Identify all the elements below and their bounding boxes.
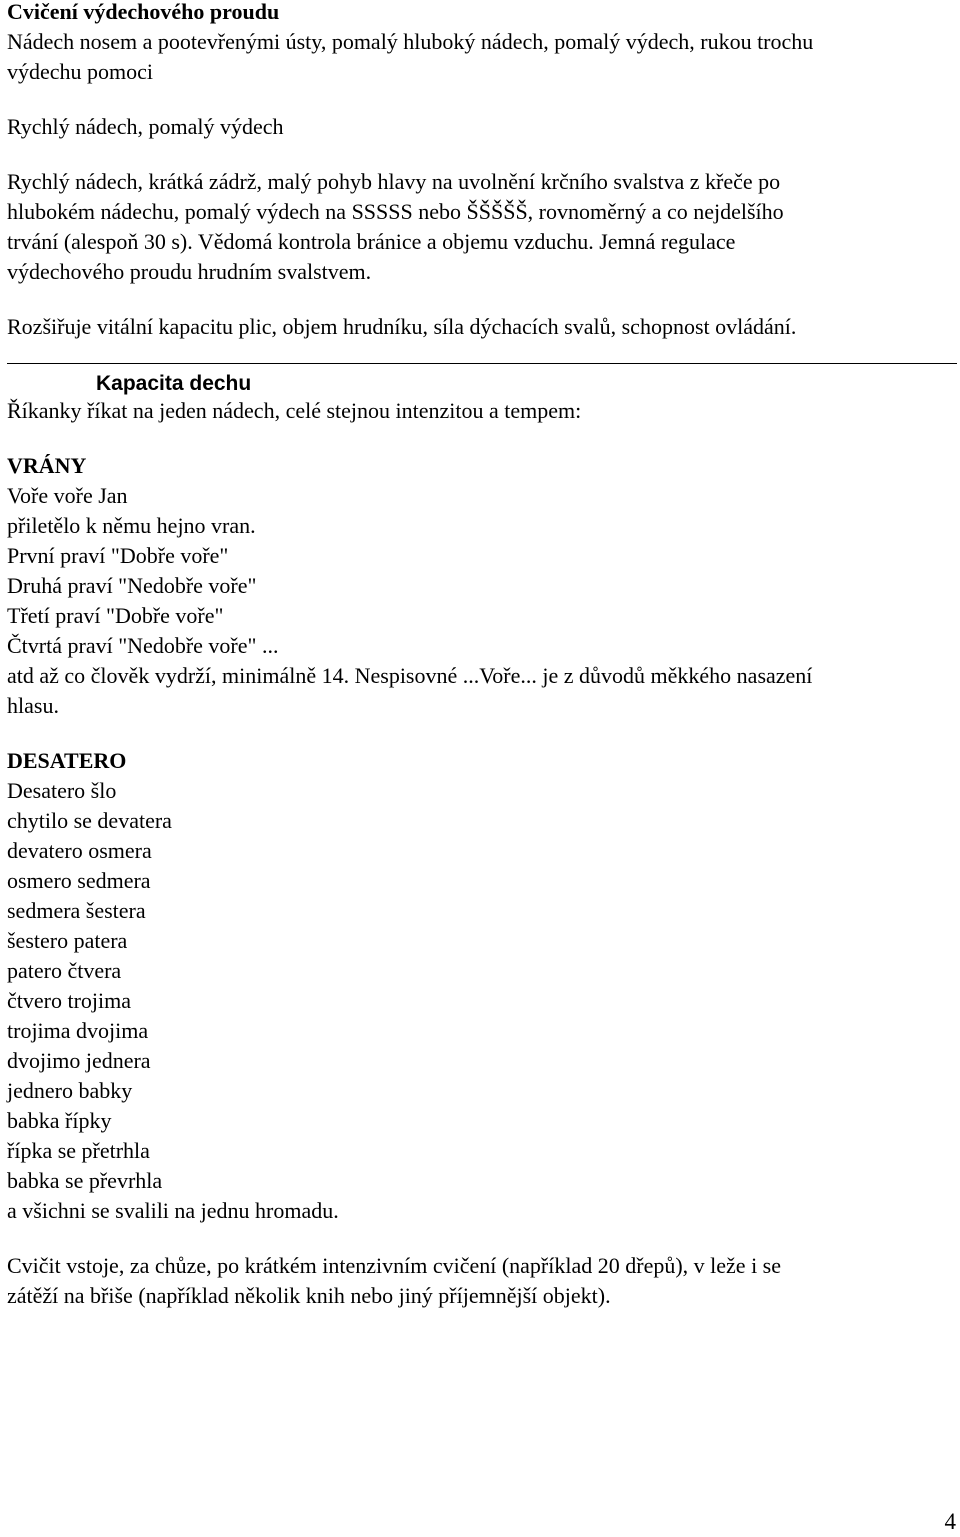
text-line: Nádech nosem a pootevřenými ústy, pomalý hluboký nádech, pomalý výdech, rukou trochu bbox=[7, 29, 814, 54]
text-line: výdechu pomoci bbox=[7, 59, 154, 84]
horizontal-rule bbox=[7, 363, 957, 364]
paragraph-4 bbox=[7, 312, 952, 342]
poem-line: čtvero trojima bbox=[7, 988, 132, 1013]
poem-line: Třetí praví "Dobře voře" bbox=[7, 603, 224, 628]
paragraph-2 bbox=[7, 112, 952, 142]
poem-line: babka řípky bbox=[7, 1108, 112, 1133]
section-heading-kapacita: Kapacita dechu bbox=[96, 372, 252, 395]
poem-line: osmero sedmera bbox=[7, 868, 151, 893]
text-line: zátěží na břiše (například několik knih nebo jiný příjemnější objekt). bbox=[7, 1283, 611, 1308]
document-page bbox=[7, 0, 952, 1311]
poem-line: babka se převrhla bbox=[7, 1168, 163, 1193]
poem-line: hlasu. bbox=[7, 693, 59, 718]
text-line: výdechového proudu hrudním svalstvem. bbox=[7, 259, 372, 284]
poem-line: atd až co člověk vydrží, minimálně 14. Nespisovné ...Voře... je z důvodů měkkého nasazení bbox=[7, 663, 813, 688]
section-title: Cvičení výdechového proudu bbox=[7, 0, 280, 24]
poem-vrany bbox=[7, 481, 952, 721]
poem-desatero bbox=[7, 776, 952, 1226]
paragraph-1 bbox=[7, 27, 952, 87]
poem-line: Druhá praví "Nedobře voře" bbox=[7, 573, 257, 598]
text-line: trvání (alespoň 30 s). Vědomá kontrola bránice a objemu vzduchu. Jemná regulace bbox=[7, 229, 736, 254]
text-line: Rychlý nádech, krátká zádrž, malý pohyb hlavy na uvolnění krčního svalstva z křeče po bbox=[7, 169, 781, 194]
poem-line: Voře voře Jan bbox=[7, 483, 128, 508]
poem-line: sedmera šestera bbox=[7, 898, 146, 923]
text-line: hlubokém nádechu, pomalý výdech na SSSSS nebo ŠŠŠŠŠ, rovnoměrný a co nejdelšího bbox=[7, 199, 784, 224]
text-line: Rozšiřuje vitální kapacitu plic, objem hrudníku, síla dýchacích svalů, schopnost ovládání. bbox=[7, 314, 797, 339]
poem-title-desatero: DESATERO bbox=[7, 748, 127, 773]
poem-title-vrany: VRÁNY bbox=[7, 453, 87, 478]
poem-line: devatero osmera bbox=[7, 838, 152, 863]
poem-line: chytilo se devatera bbox=[7, 808, 172, 833]
poem-line: trojima dvojima bbox=[7, 1018, 149, 1043]
text-line: Cvičit vstoje, za chůze, po krátkém intenzivním cvičení (například 20 dřepů), v leže i se bbox=[7, 1253, 782, 1278]
poem-line: šestero patera bbox=[7, 928, 128, 953]
paragraph-3 bbox=[7, 167, 952, 287]
poem-line: přiletělo k němu hejno vran. bbox=[7, 513, 256, 538]
poem-line: dvojimo jednera bbox=[7, 1048, 151, 1073]
poem-line: Desatero šlo bbox=[7, 778, 117, 803]
closing-paragraph bbox=[7, 1251, 952, 1311]
poem-line: patero čtvera bbox=[7, 958, 122, 983]
poem-line: a všichni se svalili na jednu hromadu. bbox=[7, 1198, 339, 1223]
page-number: 4 bbox=[944, 1509, 956, 1534]
intro-text: Říkanky říkat na jeden nádech, celé stejnou intenzitou a tempem: bbox=[7, 398, 582, 423]
poem-line: Čtvrtá praví "Nedobře voře" ... bbox=[7, 633, 279, 658]
poem-line: První praví "Dobře voře" bbox=[7, 543, 229, 568]
poem-line: řípka se přetrhla bbox=[7, 1138, 150, 1163]
text-line: Rychlý nádech, pomalý výdech bbox=[7, 114, 284, 139]
poem-line: jednero babky bbox=[7, 1078, 133, 1103]
